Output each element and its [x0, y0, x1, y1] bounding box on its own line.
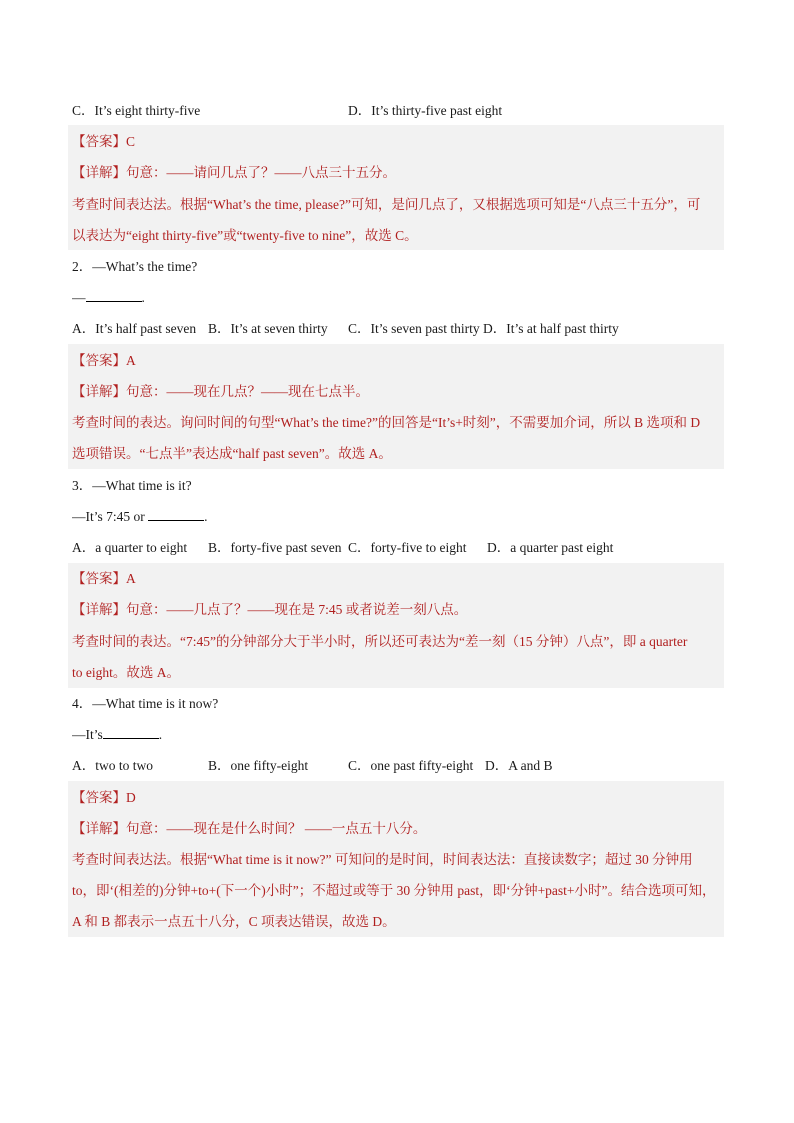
q1-option-c: C．It’s eight thirty-five [72, 103, 201, 118]
q4-detail-line1: 【详解】句意：——现在是什么时间？ ——一点五十八分。 [72, 821, 427, 836]
q2-detail-line3: 选项错误。“七点半”表达成“half past seven”。故选 A。 [72, 446, 392, 461]
answer-value: A [126, 353, 136, 368]
q3-option-b: B．forty-five past seven [208, 540, 342, 555]
detail-label: 【详解】 [72, 165, 126, 180]
q2-option-c: C．It’s seven past thirty [348, 321, 480, 336]
q3-reply: —It’s 7:45 or . [72, 501, 724, 532]
q2-detail-line2: 考查时间的表达。询问时间的句型“What’s the time?”的回答是“It’s+时刻”，不需要加介词，所以 B 选项和 D [72, 415, 701, 430]
q2-option-d: D．It’s at half past thirty [483, 321, 619, 336]
q4-reply: —It’s . [72, 719, 724, 750]
answer-value: C [126, 134, 136, 149]
q2-options-row [72, 313, 724, 344]
answer-blank [148, 502, 204, 521]
q1-options-row [72, 95, 724, 126]
q3-stem: 3．—What time is it? [72, 478, 192, 493]
answer-blank [103, 720, 159, 739]
q1-detail-line2: 考查时间表达法。根据“What’s the time, please?”可知，是问几点了，又根据选项可知是“八点三十五分”，可 [72, 197, 701, 212]
answer-value: D [126, 790, 136, 805]
q2-reply: — . [72, 282, 724, 313]
q2-detail-line1: 【详解】句意：——现在几点？——现在七点半。 [72, 384, 369, 399]
q3-option-c: C．forty-five to eight [348, 540, 467, 555]
q4-option-c: C．one past fifty-eight [348, 758, 474, 773]
q3-option-d: D．a quarter past eight [487, 540, 614, 555]
q4-detail-line2: 考查时间表达法。根据“What time is it now?” 可知问的是时间，时间表达法：直接读数字；超过 30 分钟用 [72, 852, 693, 867]
q3-detail-line1: 【详解】句意：——几点了？——现在是 7:45 或者说差一刻八点。 [72, 602, 468, 617]
q4-detail-line4: A 和 B 都表示一点五十八分，C 项表达错误，故选 D。 [72, 914, 396, 929]
q1-detail-line3: 以表达为“eight thirty-five”或“twenty-five to nine”，故选 C。 [72, 228, 418, 243]
q4-answer [72, 782, 724, 813]
q1-answer [72, 126, 724, 157]
q4-option-b: B．one fifty-eight [208, 758, 309, 773]
q4-detail-line3: to，即‘(相差的)分钟+to+(下一个)小时”；不超过或等于 30 分钟用 past，即‘分钟+past+小时”。结合选项可知， [72, 883, 716, 898]
q4-stem: 4．—What time is it now? [72, 696, 219, 711]
q2-answer [72, 345, 724, 376]
detail-label: 【详解】 [72, 384, 126, 399]
q4-options-row [72, 750, 724, 781]
q3-detail-line3: to eight。故选 A。 [72, 665, 180, 680]
answer-blank [86, 283, 142, 302]
detail-label: 【详解】 [72, 821, 126, 836]
q1-detail-line1: 【详解】句意：——请问几点了？——八点三十五分。 [72, 165, 396, 180]
answer-label: 【答案】 [72, 353, 126, 368]
answer-value: A [126, 571, 136, 586]
q3-option-a: A．a quarter to eight [72, 540, 188, 555]
answer-label: 【答案】 [72, 134, 126, 149]
q2-option-b: B．It’s at seven thirty [208, 321, 328, 336]
q4-option-a: A．two to two [72, 758, 153, 773]
q3-detail-line2: 考查时间的表达。“7:45”的分钟部分大于半小时，所以还可表达为“差一刻（15 分钟）八点”，即 a quarter [72, 634, 688, 649]
answer-label: 【答案】 [72, 571, 126, 586]
q3-options-row [72, 532, 724, 563]
q3-answer [72, 563, 724, 594]
q2-stem: 2．—What’s the time? [72, 259, 198, 274]
detail-label: 【详解】 [72, 602, 126, 617]
q1-option-d: D．It’s thirty-five past eight [348, 103, 503, 118]
q4-option-d: D．A and B [485, 758, 553, 773]
q2-option-a: A．It’s half past seven [72, 321, 197, 336]
answer-label: 【答案】 [72, 790, 126, 805]
